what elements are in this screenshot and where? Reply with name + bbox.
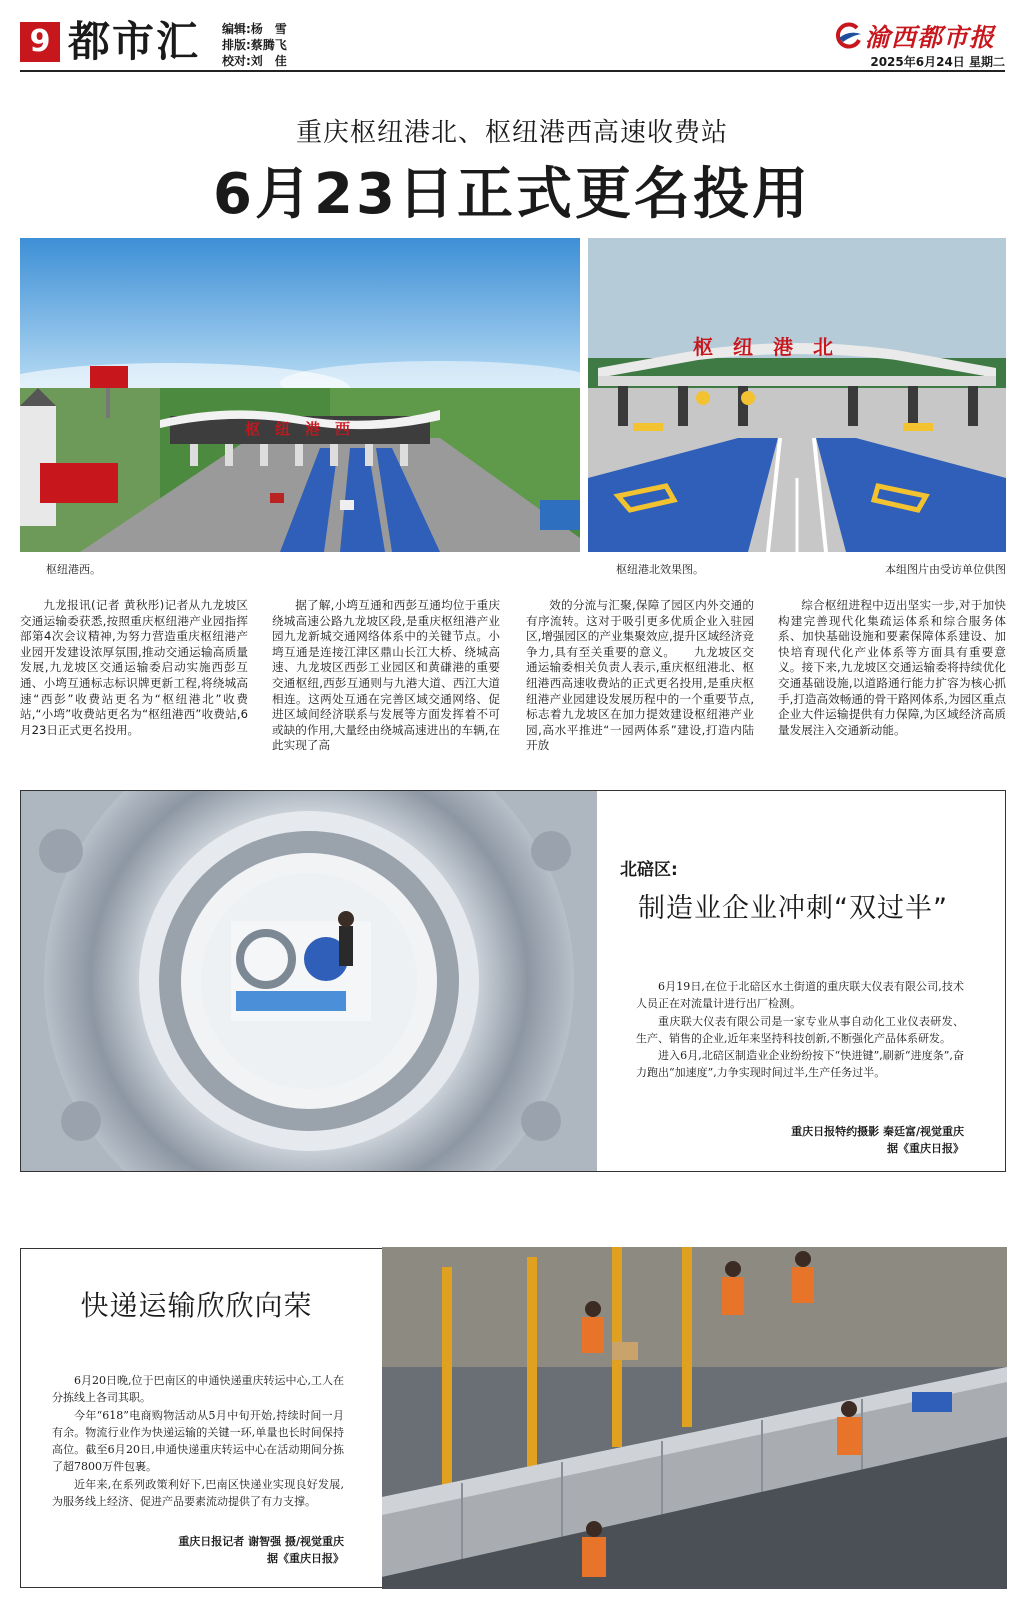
express-paragraph: 近年来,在系列政策利好下,巴南区快递业实现良好发展,为服务线上经济、促进产品要素流动提供了有力支撑。	[52, 1477, 344, 1509]
lead-headline: 6月23日正式更名投用	[213, 162, 811, 227]
beibei-paragraph: 进入6月,北碚区制造业企业纷纷按下“快进键”,刷新“进度条”,奋力跑出“加速度”,力争实现时间过半,生产任务过半。	[636, 1049, 964, 1080]
page-masthead	[20, 16, 1005, 72]
express-byline: 重庆日报记者 谢智强 摄/视觉重庆	[178, 1535, 344, 1548]
toll-station-north-rendering[interactable]	[588, 238, 1006, 552]
article-column: 九龙报讯(记者 黄秋彤)记者从九龙坡区交通运输委获悉,按照重庆枢纽港产业园指挥部第4次会议精神,为努力营造重庆枢纽港产业园开发建设浓厚氛围,推动交通运输高质量发展,九龙坡区交通运输委启动实施西彭互通、小塆互通标志标识牌更新工程,将绕城高速“西彭”收费站更名为“枢纽港北”收费站,“小塆”收费站更名为“枢纽港西”收费站,6月23日正式更名投用。	[20, 598, 248, 737]
editorial-credits	[222, 21, 287, 69]
article-column: 效的分流与汇聚,保障了园区内外交通的有序流转。这对于吸引更多优质企业入驻园区,增强园区的产业集聚效应,提升区域经济竞争力,具有至关重要的意义。 九龙坡区交通运输委相关负责人表示,重庆枢纽港北、枢纽港西高速收费站的正式更名投用,是重庆枢纽港产业园建设发展历程中的一个重要节点,标志着九龙坡区在加力提效建设枢纽港产业园,高水平推进“一园两体系”建设,打造内陆开放	[526, 598, 754, 753]
brand-logo-icon	[835, 22, 863, 50]
photo-caption-north: 枢纽港北效果图。	[616, 563, 704, 576]
express-body	[52, 1372, 344, 1510]
editor-credit: 编辑:杨 雪	[222, 22, 287, 36]
beibei-kicker: 北碚区:	[620, 860, 678, 880]
beibei-headline: 制造业企业冲刺“双过半”	[638, 893, 948, 924]
lead-kicker: 重庆枢纽港北、枢纽港西高速收费站	[295, 118, 728, 148]
sorting-center-photo[interactable]	[382, 1247, 1007, 1589]
photo-caption-west: 枢纽港西。	[46, 563, 101, 576]
beibei-byline: 重庆日报特约摄影 秦廷富/视觉重庆	[791, 1125, 964, 1138]
beibei-source: 据《重庆日报》	[887, 1142, 964, 1155]
beibei-paragraph: 6月19日,在位于北碚区水土街道的重庆联大仪表有限公司,技术人员正在对流量计进行出厂检测。	[636, 980, 964, 1011]
section-title: 都市汇	[68, 17, 201, 66]
newspaper-brand[interactable]	[835, 18, 1005, 52]
west-gantry-sign: 枢 纽 港 西	[245, 420, 351, 438]
photo-credit: 本组图片由受访单位供图	[885, 563, 1006, 576]
express-paragraph: 6月20日晚,位于巴南区的申通快递重庆转运中心,工人在分拣线上各司其职。	[52, 1374, 344, 1405]
beibei-byline-block	[636, 1123, 964, 1157]
express-paragraph: 今年“618”电商购物活动从5月中旬开始,持续时间一月有余。物流行业作为快递运输的关键一环,单量也长时间保持高位。截至6月20日,申通快递重庆转运中心在活动期间分拣了超7800万件包裹。	[52, 1408, 344, 1474]
issue-date: 2025年6月24日 星期二	[870, 55, 1005, 69]
layout-credit: 排版:蔡腾飞	[222, 38, 287, 52]
page-number-badge: 9	[20, 22, 60, 62]
beibei-body	[636, 978, 964, 1082]
beibei-paragraph: 重庆联大仪表有限公司是一家专业从事自动化工业仪表研发、生产、销售的企业,近年来坚持科技创新,不断强化产品体系研发。	[636, 1014, 964, 1045]
express-byline-block	[52, 1533, 344, 1567]
express-source: 据《重庆日报》	[267, 1552, 344, 1565]
toll-station-west-photo[interactable]	[20, 238, 580, 552]
article-column: 据了解,小塆互通和西彭互通均位于重庆绕城高速公路九龙坡区段,是重庆枢纽港产业园九龙新城交通网络体系中的关键节点。小塆互通是连接江津区鼎山长江大桥、绕城高速、九龙坡区西彭工业园区和黄磏港的重要交通枢纽,西彭互通则与九港大道、西江大道相连。这两处互通在完善区域交通网络、促进区域间经济联系与发展等方面发挥着不可或缺的作用,大量经由绕城高速进出的车辆,在此实现了高	[272, 598, 500, 753]
proofread-credit: 校对:刘 佳	[222, 54, 287, 68]
express-headline: 快递运输欣欣向荣	[80, 1289, 313, 1322]
brand-name: 渝西都市报	[865, 23, 996, 52]
flowmeter-inspection-photo[interactable]	[21, 791, 597, 1171]
article-column: 综合枢纽进程中迈出坚实一步,对于加快构建完善现代化集疏运体系和综合服务体系、加快基础设施和要素保障体系建设、加快培育现代化产业体系等方面具有重要意义。接下来,九龙坡区交通运输委将持续优化交通基础设施,以道路通行能力扩容为核心抓手,打造高效畅通的骨干路网体系,为园区重点企业大件运输提供有力保障,为区域经济高质量发展注入交通新动能。	[778, 598, 1006, 737]
north-gantry-sign: 枢 纽 港 北	[693, 335, 833, 359]
